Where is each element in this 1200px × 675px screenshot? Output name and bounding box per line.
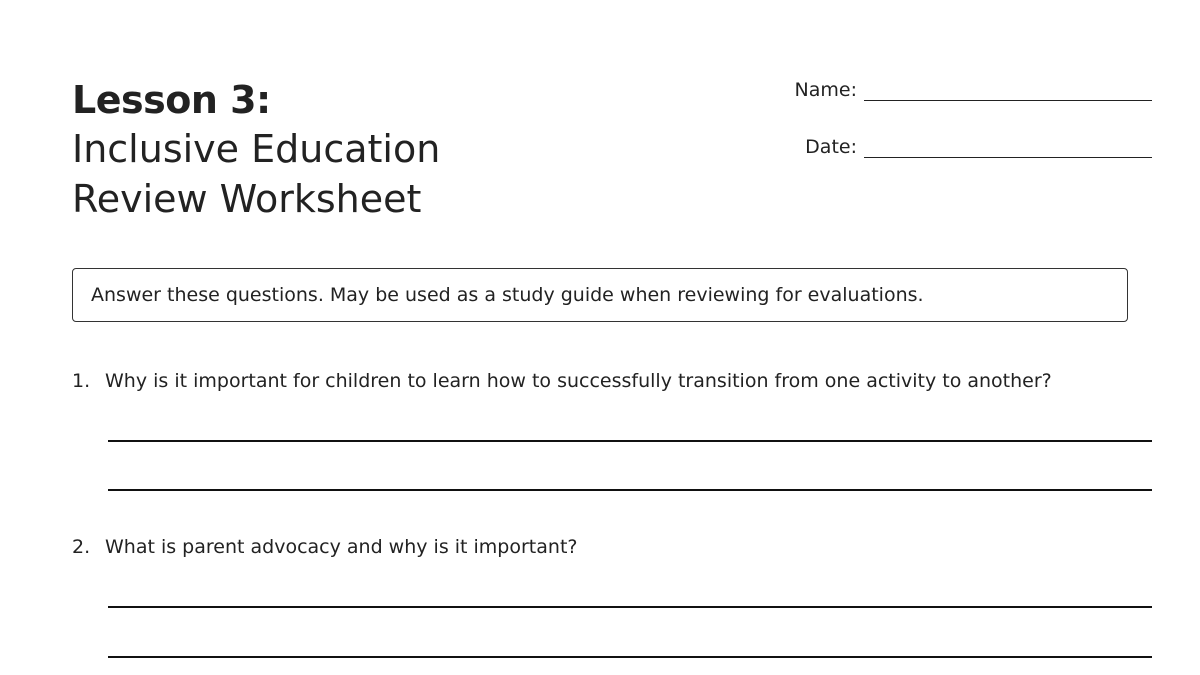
title-line-1: Inclusive Education <box>72 127 441 171</box>
instructions-text: Answer these questions. May be used as a study guide when reviewing for evaluations. <box>91 284 924 306</box>
name-input-line[interactable] <box>864 80 1152 101</box>
question-number: 2. <box>72 536 91 558</box>
lesson-number: Lesson 3: <box>72 78 271 122</box>
answer-line-2a[interactable] <box>108 606 1152 608</box>
question-text: What is parent advocacy and why is it important? <box>105 536 578 558</box>
question-1 <box>72 370 1052 392</box>
title-line-2: Review Worksheet <box>72 177 422 221</box>
answer-line-2b[interactable] <box>108 656 1152 658</box>
answer-line-1b[interactable] <box>108 489 1152 491</box>
date-input-line[interactable] <box>864 137 1152 158</box>
question-text: Why is it important for children to learn how to successfully transition from one activity to another? <box>105 370 1052 392</box>
instructions-box <box>72 268 1128 322</box>
worksheet-title <box>72 76 440 224</box>
answer-line-1a[interactable] <box>108 440 1152 442</box>
question-number: 1. <box>72 370 91 392</box>
name-field <box>737 78 1152 102</box>
date-field <box>737 135 1152 159</box>
date-label: Date: <box>805 136 857 158</box>
question-2 <box>72 536 577 558</box>
name-label: Name: <box>794 79 857 101</box>
